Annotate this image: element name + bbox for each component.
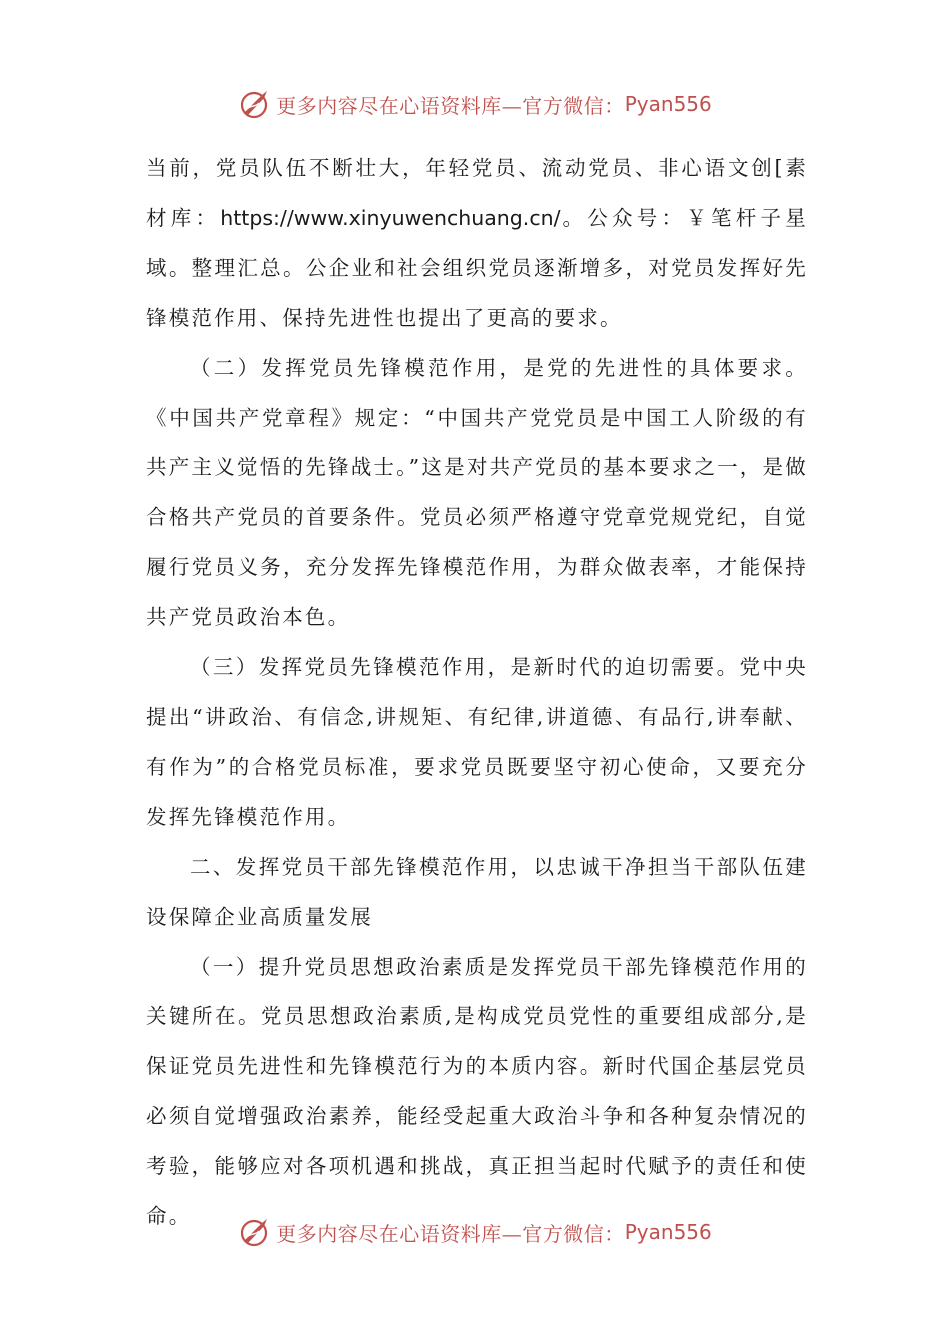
pen-logo-icon	[238, 87, 272, 121]
paragraph-1-pre: 当前，党员队伍不断壮大，年轻党员、流动党员、非心语文创[素材库：	[146, 156, 808, 230]
banner-text: 更多内容尽在心语资料库—官方微信：	[276, 1221, 625, 1246]
paragraph-1-post: 。公众号：￥笔杆子星域。整理汇总。公企业和社会组织党员逐渐增多，对党员发挥好先锋模范作用、保持先进性也提出了更高的要求。	[146, 205, 808, 330]
paragraph-2: （二）发挥党员先锋模范作用，是党的先进性的具体要求。《中国共产党章程》规定：“中国共产党党员是中国工人阶级的有共产主义觉悟的先锋战士。”这是对共产党员的基本要求之一，是做合格共产党员的首要条件。党员必须严格遵守党章党规党纪，自觉履行党员义务，充分发挥先锋模范作用，为群众做表率，才能保持共产党员政治本色。	[146, 355, 808, 630]
paragraph-1	[146, 144, 808, 344]
section-heading-2: 二、发挥党员干部先锋模范作用，以忠诚干净担当干部队伍建设保障企业高质量发展	[146, 854, 808, 929]
document-body	[146, 144, 808, 1242]
paragraph-4: （一）提升党员思想政治素质是发挥党员干部先锋模范作用的关键所在。党员思想政治素质,是构成党员党性的重要组成部分,是保证党员先进性和先锋模范行为的本质内容。新时代国企基层党员必须自觉增强政治素养，能经受起重大政治斗争和各种复杂情况的考验，能够应对各项机遇和挑战，真正担当起时代赋予的责任和使命。	[146, 954, 808, 1229]
paragraph-3: （三）发挥党员先锋模范作用，是新时代的迫切需要。党中央提出“讲政治、有信念,讲规矩、有纪律,讲道德、有品行,讲奉献、有作为”的合格党员标准，要求党员既要坚守初心使命，又要充分发挥先锋模范作用。	[146, 655, 808, 829]
banner-wechat-id: Pyan556	[624, 1220, 712, 1244]
banner-wechat-id: Pyan556	[624, 92, 712, 116]
banner-text: 更多内容尽在心语资料库—官方微信：	[276, 93, 625, 118]
footer-banner	[0, 1212, 950, 1252]
header-banner	[0, 84, 950, 124]
source-url: https://www.xinyuwenchuang.cn/	[220, 205, 561, 230]
pen-logo-icon	[238, 1215, 272, 1249]
